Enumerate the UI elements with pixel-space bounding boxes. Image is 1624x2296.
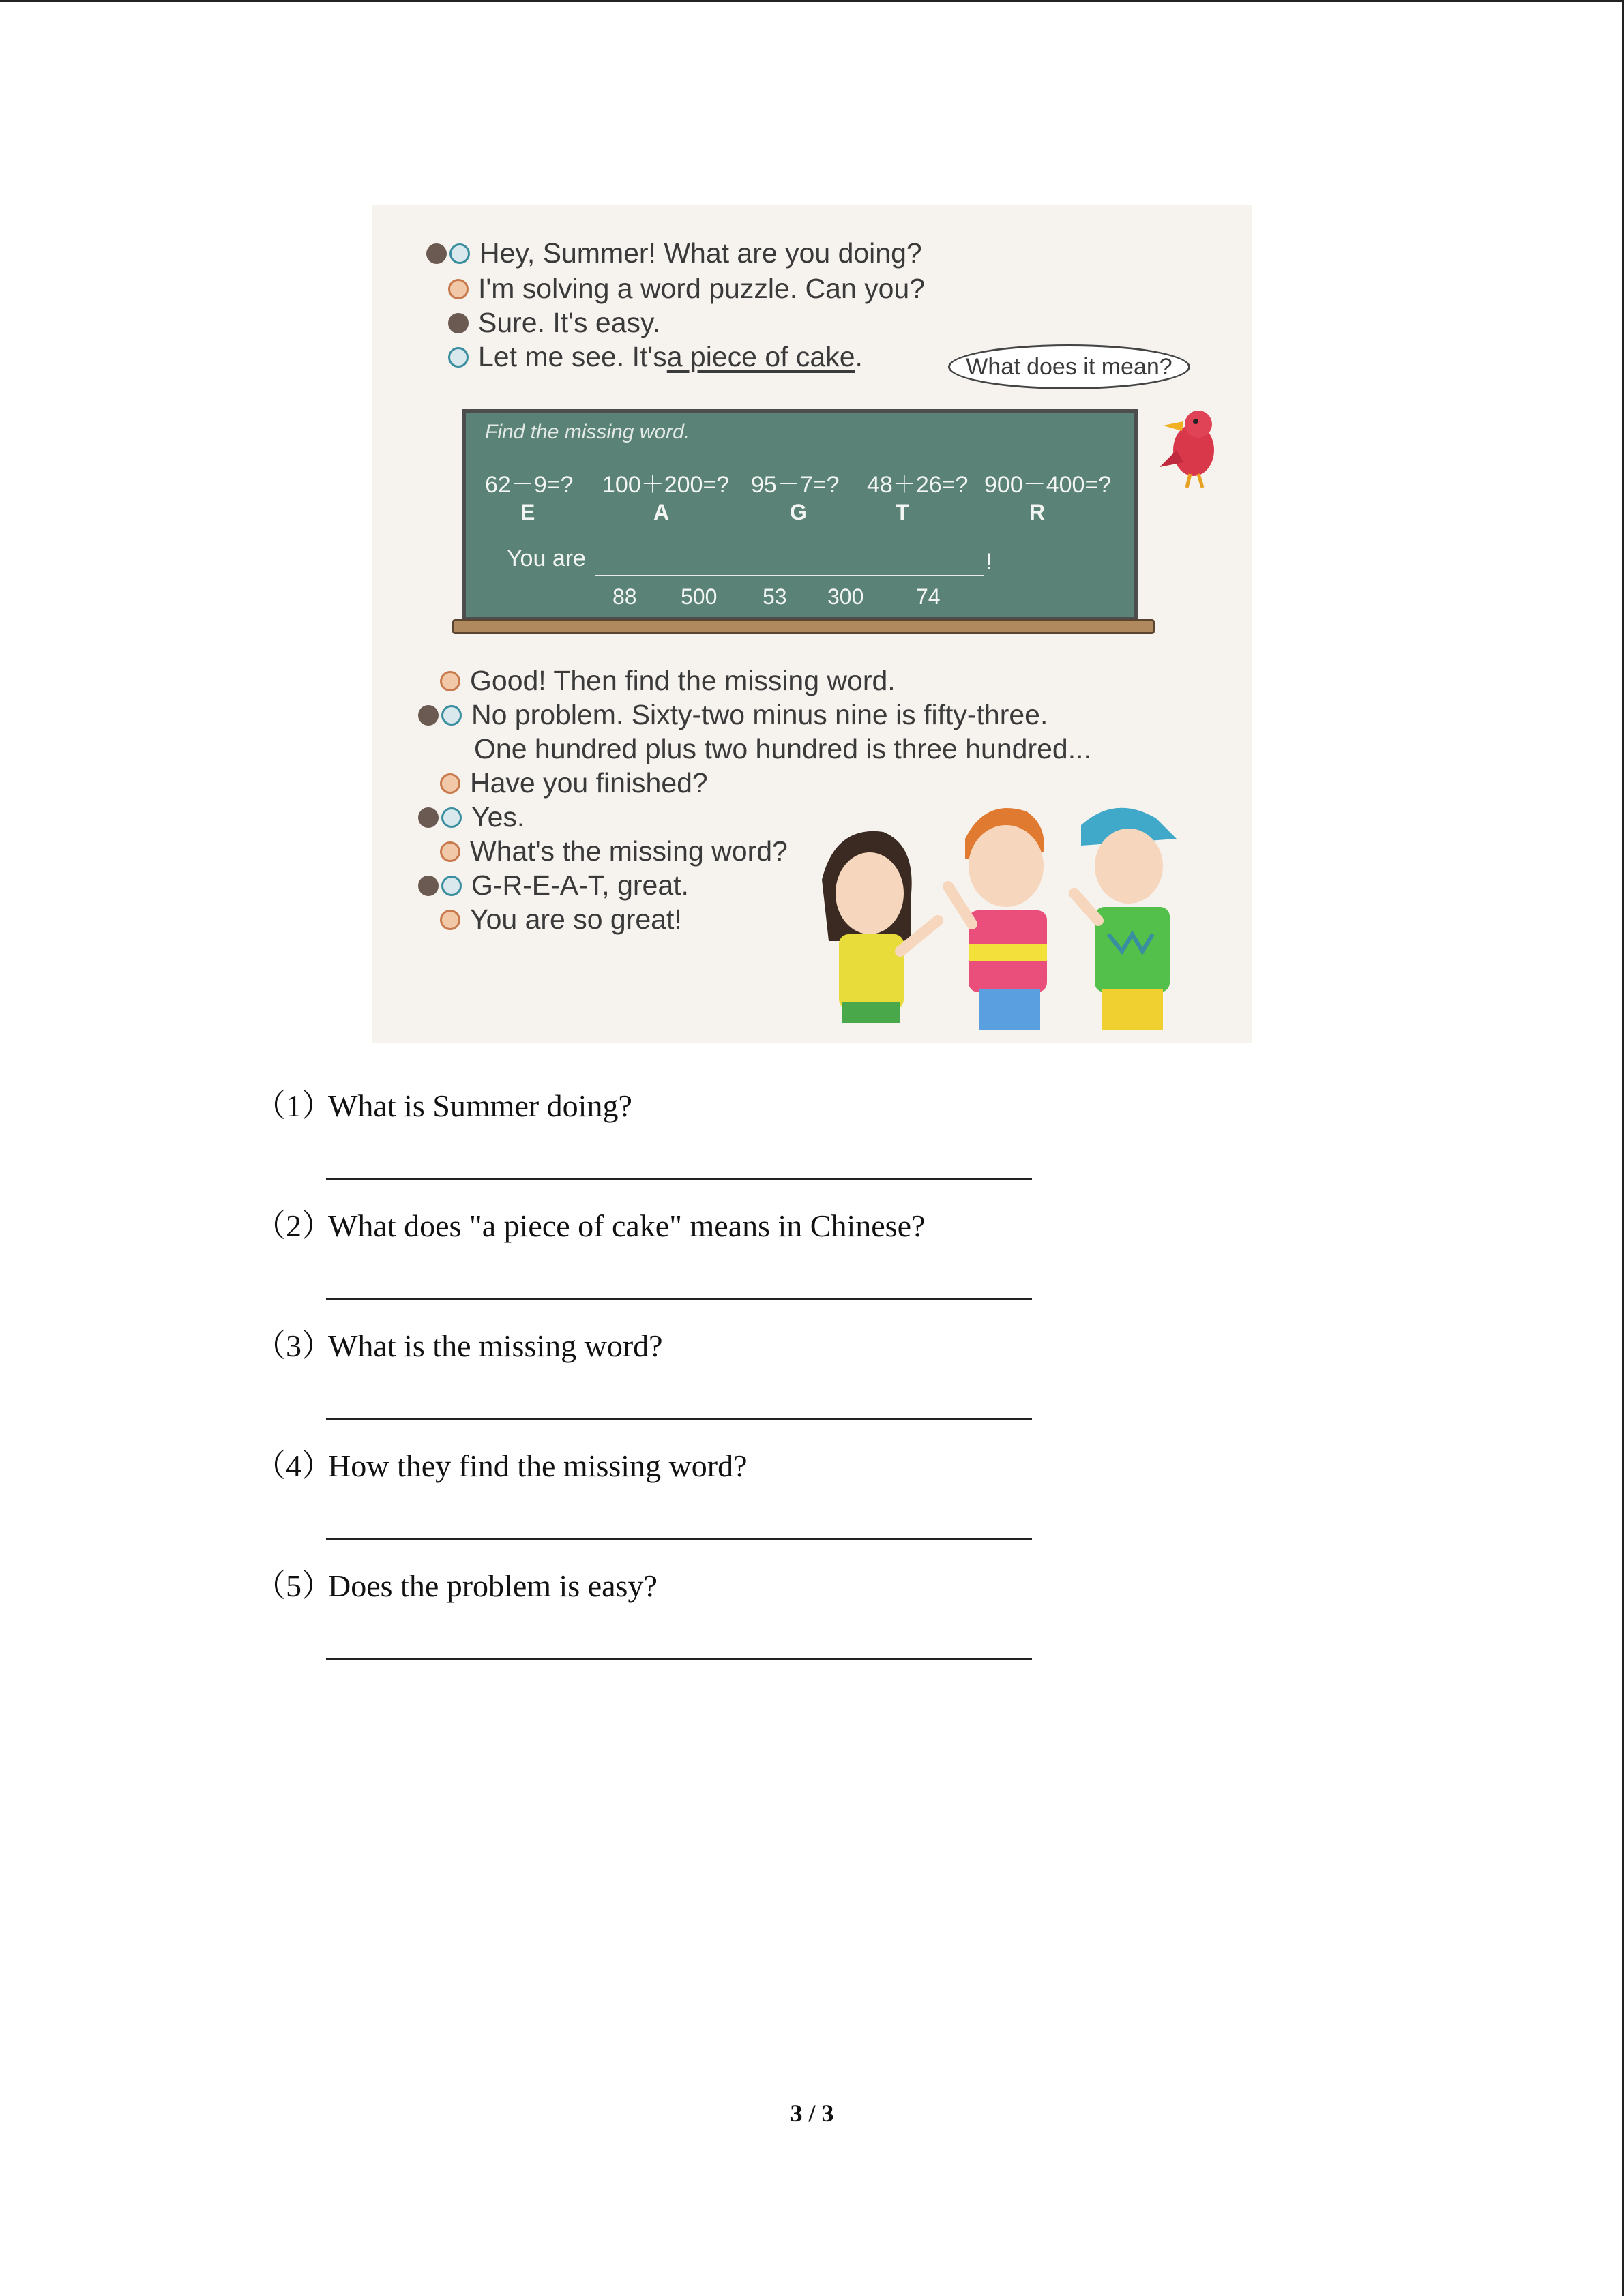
board-number: 74	[916, 584, 941, 609]
question-2: （2）What does "a piece of cake" means in Chinese?	[254, 1208, 926, 1243]
speaker-girl-icon	[440, 671, 460, 691]
letter: T	[896, 500, 909, 524]
chalkboard: Find the missing word. 62－9=? 100＋200=? 95－7=? 48＋26=? 900－400=? E A G T R You are ! 88 500 53 300 74	[462, 409, 1138, 621]
answer-line-3[interactable]	[326, 1418, 1032, 1420]
speaker-boy-icon	[448, 313, 469, 333]
speaker-girl-icon	[448, 279, 469, 299]
letter: A	[653, 500, 670, 524]
dialogue-line: I'm solving a word puzzle. Can you?	[448, 273, 925, 305]
question-5: （5）Does the problem is easy?	[254, 1568, 658, 1603]
question-1: （1）What is Summer doing?	[254, 1088, 632, 1123]
board-number: 88	[612, 584, 637, 609]
dialogue-line: What's the missing word?	[440, 835, 788, 867]
speaker-boy-cap-icon	[441, 705, 462, 726]
dialogue-line: One hundred plus two hundred is three hundred...	[474, 733, 1091, 764]
speaker-boy-cap-icon	[448, 347, 469, 368]
answer-line-5[interactable]	[326, 1658, 1032, 1660]
answer-line-4[interactable]	[326, 1538, 1032, 1540]
equation: 900－400=?	[984, 472, 1112, 498]
dialogue-line: Yes.	[418, 801, 525, 833]
speaker-boy-icon	[418, 705, 439, 726]
speaker-boy-icon	[426, 243, 447, 264]
speaker-boy-cap-icon	[441, 876, 462, 896]
speaker-boy-cap-icon	[441, 807, 462, 828]
dialogue-line: Have you finished?	[440, 767, 708, 799]
speaker-girl-icon	[440, 841, 460, 862]
page-number: 3 / 3	[790, 2100, 834, 2127]
dialogue-line: Hey, Summer! What are you doing?	[426, 237, 922, 269]
equation: 95－7=?	[751, 472, 840, 498]
speaker-girl-icon	[440, 773, 460, 794]
speaker-boy-cap-icon	[449, 243, 470, 264]
answer-line-2[interactable]	[326, 1298, 1032, 1300]
speaker-boy-icon	[418, 876, 439, 896]
top-border	[0, 0, 1624, 2]
board-number: 53	[763, 584, 787, 609]
board-number: 300	[827, 584, 864, 609]
dialogue-line: Good! Then find the missing word.	[440, 665, 896, 697]
letter: G	[790, 500, 807, 524]
speech-bubble: What does it mean?	[948, 344, 1190, 389]
dialogue-line: G-R-E-A-T, great.	[418, 869, 689, 901]
answer-line-1[interactable]	[326, 1178, 1032, 1180]
equation: 62－9=?	[485, 472, 574, 498]
speaker-boy-icon	[418, 807, 439, 828]
three-children-illustration	[808, 798, 1238, 1043]
speaker-girl-icon	[440, 910, 460, 930]
board-blank	[595, 575, 984, 576]
parrot-icon	[1156, 402, 1231, 491]
chalkboard-ledge	[452, 619, 1155, 634]
equation: 48＋26=?	[867, 472, 969, 498]
dialogue-line: Sure. It's easy.	[448, 307, 660, 339]
idiom-underlined: a piece of cake	[666, 341, 855, 372]
question-3: （3）What is the missing word?	[254, 1328, 663, 1363]
equation: 100＋200=?	[602, 472, 730, 498]
textbook-illustration	[372, 205, 1252, 1043]
letter: R	[1029, 500, 1046, 524]
board-number: 500	[681, 584, 718, 609]
dialogue-line: Let me see. It's a piece of cake .	[448, 341, 863, 373]
question-4: （4）How they find the missing word?	[254, 1448, 748, 1483]
dialogue-line: You are so great!	[440, 904, 682, 936]
letter: E	[520, 500, 535, 524]
dialogue-line: No problem. Sixty-two minus nine is fifty-three.	[418, 699, 1048, 731]
